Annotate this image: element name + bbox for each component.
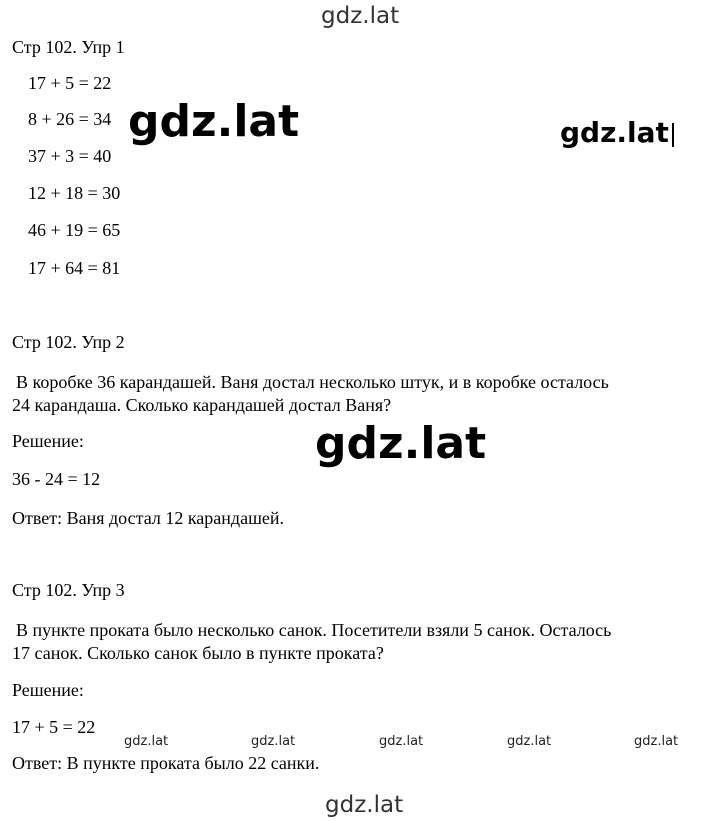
section-2-heading: Стр 102. Упр 2	[12, 332, 125, 352]
watermark-right: gdz.lat	[560, 116, 669, 149]
section-3-solution-label: Решение:	[12, 680, 84, 700]
text-cursor-mark	[672, 123, 674, 147]
section-2-problem-line-2: 24 карандаша. Сколько карандашей достал Ваня?	[12, 395, 392, 415]
section-3-problem-line-2: 17 санок. Сколько санок было в пункте проката?	[12, 643, 384, 663]
watermark-small-1: gdz.lat	[124, 734, 169, 749]
section-3-answer: Ответ: В пункте проката было 22 санки.	[12, 753, 320, 773]
section-2-solution: 36 - 24 = 12	[12, 469, 101, 489]
watermark-small-5: gdz.lat	[634, 734, 679, 749]
section-3-solution: 17 + 5 = 22	[12, 717, 96, 737]
section-3-heading: Стр 102. Упр 3	[12, 580, 125, 600]
section-1-line-1: 17 + 5 = 22	[28, 73, 112, 93]
section-1-line-2: 8 + 26 = 34	[28, 109, 112, 129]
watermark-top: gdz.lat	[321, 3, 400, 29]
section-1-line-5: 46 + 19 = 65	[28, 220, 121, 240]
watermark-small-2: gdz.lat	[251, 734, 296, 749]
section-1-heading: Стр 102. Упр 1	[12, 37, 125, 57]
watermark-bottom: gdz.lat	[325, 792, 404, 818]
section-1-line-4: 12 + 18 = 30	[28, 183, 121, 203]
watermark-large-1: gdz.lat	[128, 96, 300, 147]
watermark-small-4: gdz.lat	[507, 734, 552, 749]
section-1-line-3: 37 + 3 = 40	[28, 146, 112, 166]
section-1-line-6: 17 + 64 = 81	[28, 258, 121, 278]
section-2-problem-line-1: В коробке 36 карандашей. Ваня достал несколько штук, и в коробке осталось	[16, 372, 609, 392]
watermark-small-3: gdz.lat	[379, 734, 424, 749]
watermark-large-2: gdz.lat	[315, 418, 487, 469]
section-2-answer: Ответ: Ваня достал 12 карандашей.	[12, 508, 285, 528]
section-2-solution-label: Решение:	[12, 431, 84, 451]
section-3-problem-line-1: В пункте проката было несколько санок. Посетители взяли 5 санок. Осталось	[16, 620, 612, 640]
